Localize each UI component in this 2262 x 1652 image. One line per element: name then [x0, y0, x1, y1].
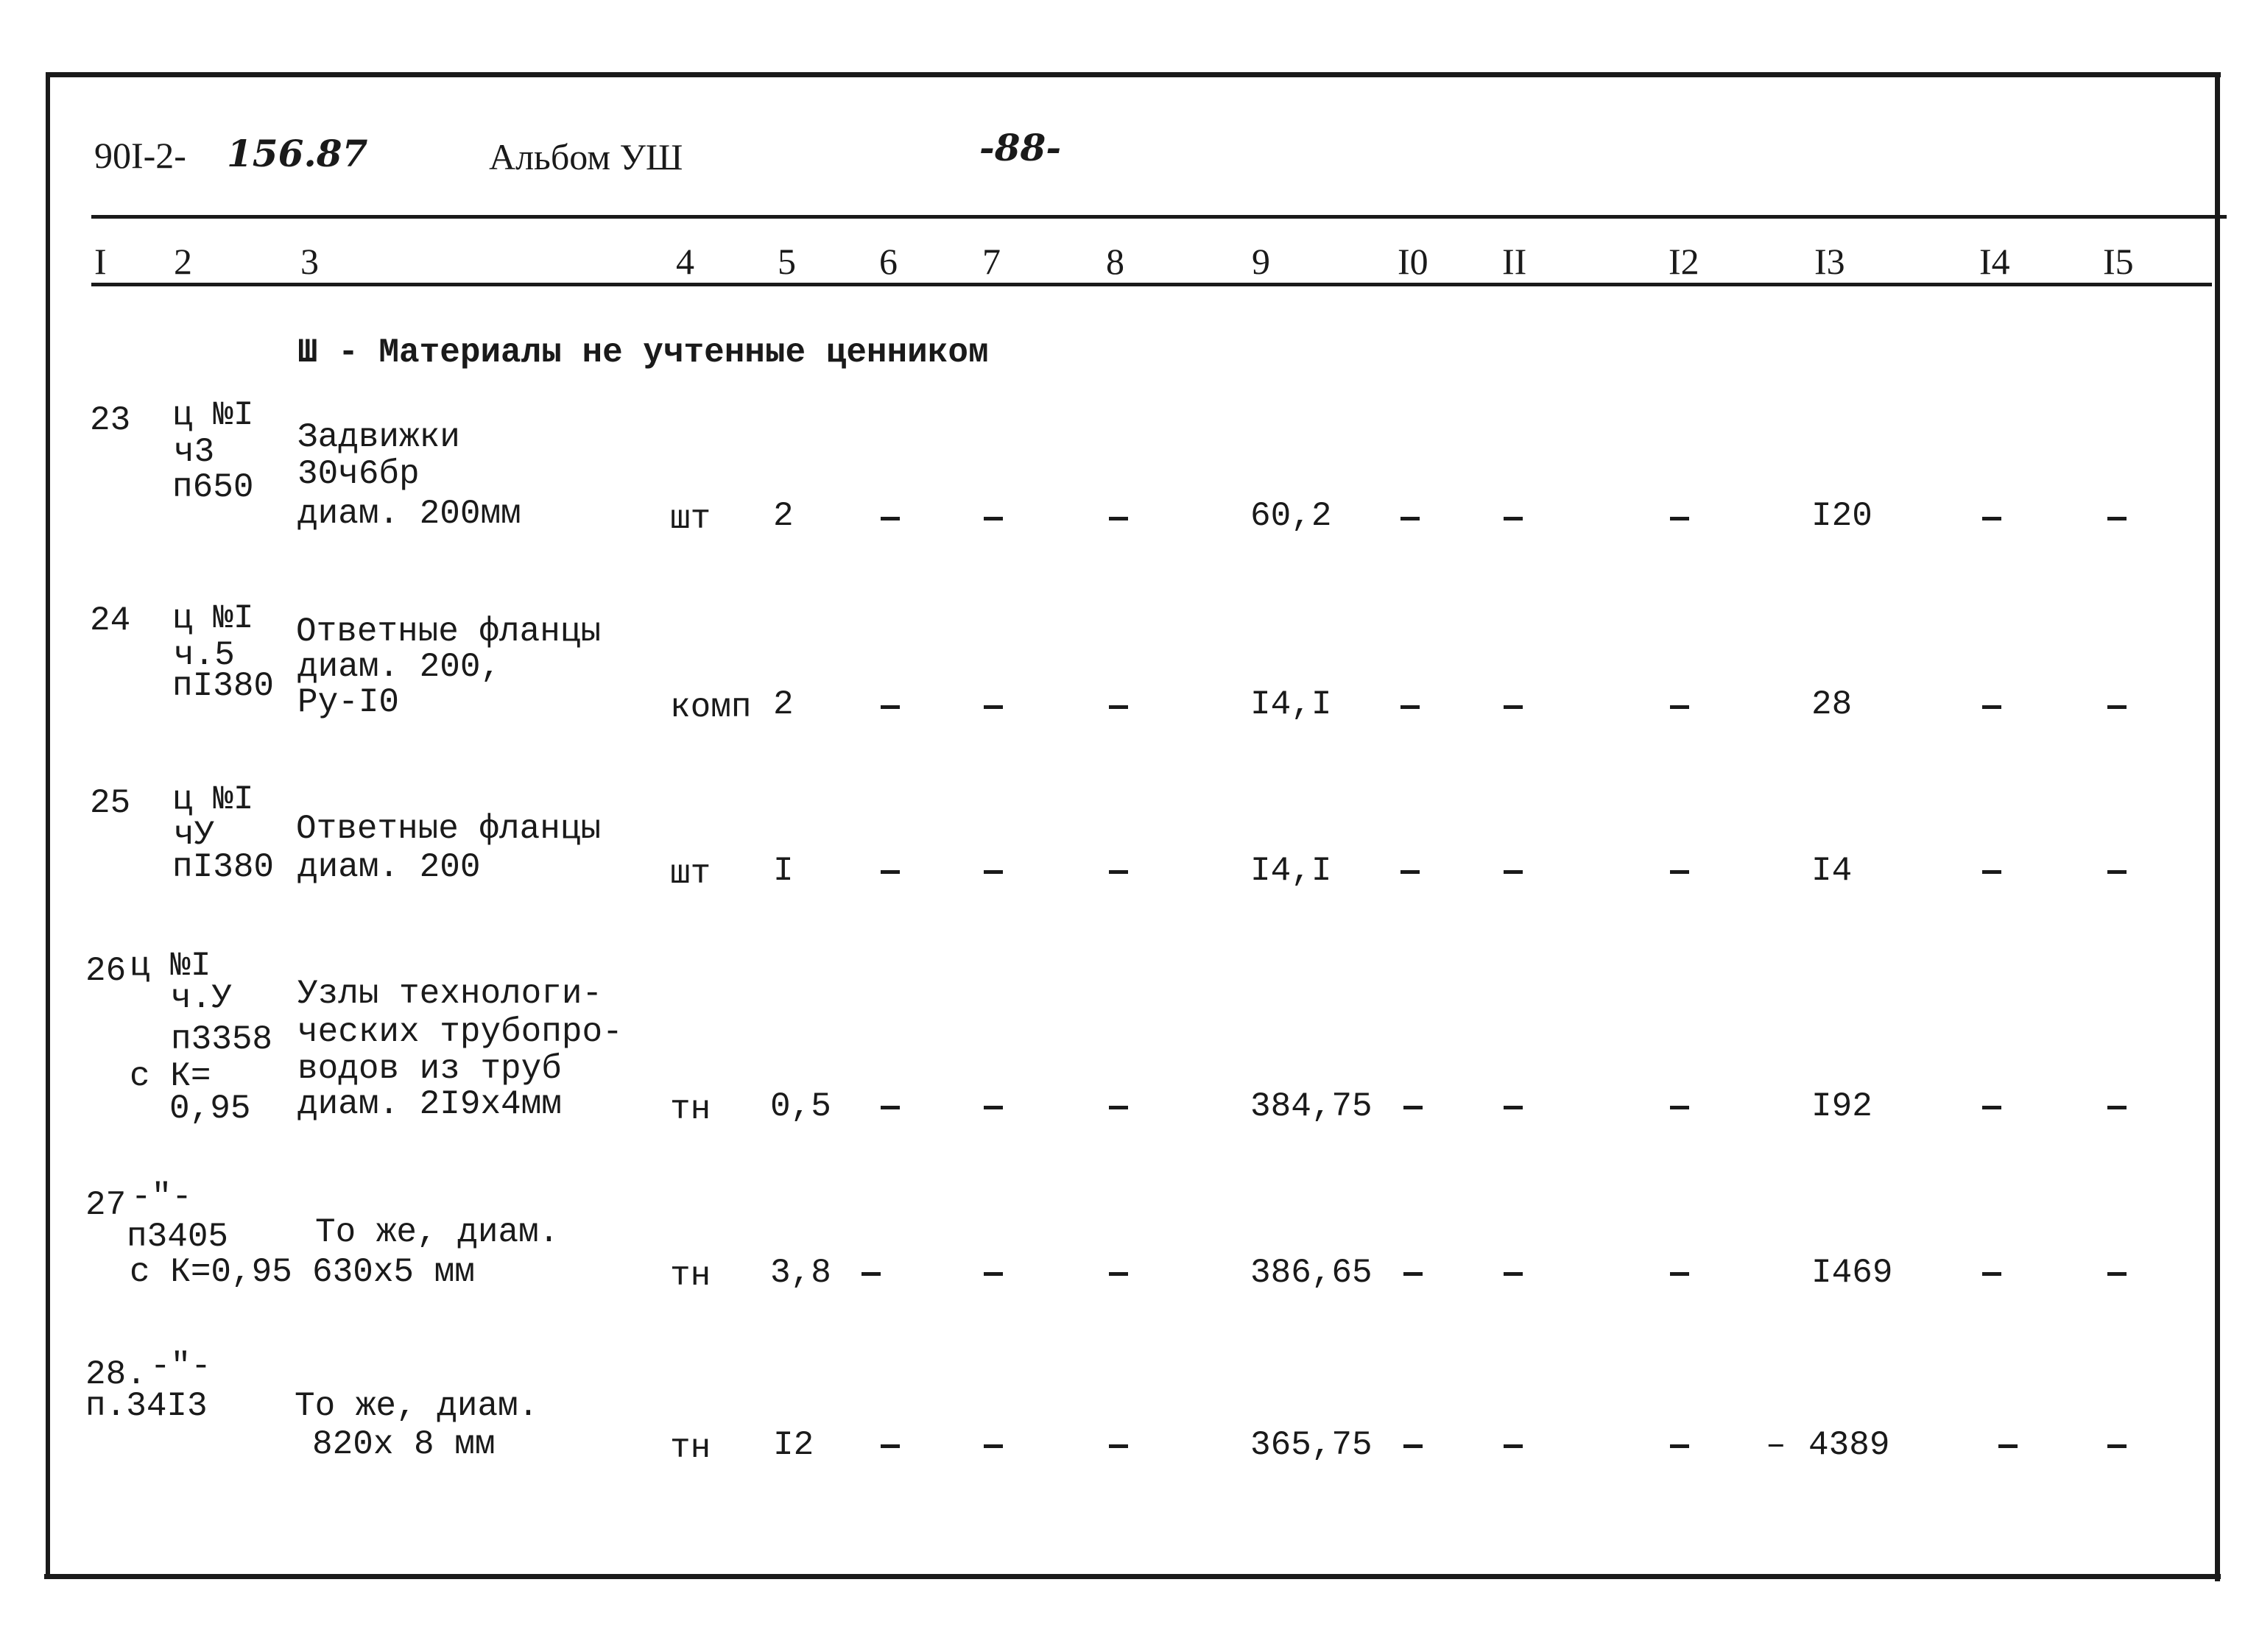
row-description: диам. 200мм — [297, 495, 521, 533]
column-number-7: 7 — [982, 241, 1001, 282]
row-quantity: 0,5 — [770, 1087, 831, 1126]
empty-dash — [1504, 1272, 1523, 1276]
empty-dash — [1998, 1444, 2018, 1448]
row-description: Ру-I0 — [297, 683, 400, 721]
row-description: Узлы технологи- — [297, 975, 603, 1013]
row-description: То же, диам. — [295, 1387, 539, 1425]
row-reference: ч.5 — [174, 636, 235, 674]
row-number: 27 — [85, 1186, 127, 1224]
row-reference: ц №I — [130, 947, 211, 985]
row-number: 24 — [90, 601, 131, 640]
row-description: Ответные фланцы — [296, 613, 602, 651]
empty-dash — [1109, 705, 1128, 709]
empty-dash — [2107, 1106, 2127, 1109]
document-code-suffix: 156.87 — [227, 132, 368, 175]
empty-dash — [984, 1444, 1003, 1448]
row-quantity: I2 — [773, 1426, 814, 1464]
row-quantity: 2 — [773, 497, 794, 535]
row-number: 28. — [85, 1355, 147, 1394]
row-description: То же, диам. — [315, 1213, 560, 1252]
frame-top-border — [49, 72, 2221, 77]
row-reference: -"- — [150, 1347, 211, 1386]
row-price: I4,I — [1250, 852, 1332, 890]
document-code-prefix: 90I-2- — [94, 135, 186, 176]
row-description: Задвижки — [297, 418, 460, 456]
row-number: 23 — [90, 401, 131, 440]
empty-dash — [1504, 870, 1523, 874]
row-description: водов из труб — [297, 1050, 562, 1088]
column-number-5: 5 — [778, 241, 796, 282]
header-rule — [91, 215, 2227, 219]
row-unit: шт — [670, 500, 711, 538]
empty-dash — [1109, 1106, 1128, 1109]
row-reference: с К= — [130, 1057, 211, 1095]
row-total: I469 — [1811, 1254, 1893, 1292]
row-reference: ч.У — [171, 979, 232, 1017]
empty-dash — [1109, 517, 1128, 520]
row-number: 26 — [85, 952, 127, 990]
empty-dash — [2107, 1444, 2127, 1448]
row-total: I4 — [1811, 852, 1853, 890]
row-price: 365,75 — [1250, 1426, 1373, 1464]
row-dash-mark: – — [1766, 1426, 1786, 1464]
row-description: диам. 200 — [297, 848, 481, 886]
column-number-11: II — [1502, 241, 1527, 282]
empty-dash — [1670, 705, 1689, 709]
row-description: Ответные фланцы — [296, 810, 602, 848]
frame-left-border — [46, 72, 50, 1578]
empty-dash — [1403, 1444, 1423, 1448]
row-description: 820x 8 мм — [312, 1425, 496, 1464]
empty-dash — [984, 1106, 1003, 1109]
empty-dash — [1109, 870, 1128, 874]
row-reference: -"- — [131, 1178, 192, 1216]
empty-dash — [881, 870, 900, 874]
row-reference: пI380 — [172, 667, 275, 705]
row-unit: тн — [670, 1257, 711, 1295]
empty-dash — [1982, 1272, 2001, 1276]
column-number-12: I2 — [1669, 241, 1699, 282]
row-unit: тн — [670, 1429, 711, 1467]
row-reference: ц №I — [172, 780, 254, 819]
row-quantity: 2 — [773, 685, 794, 724]
frame-right-border — [2215, 72, 2220, 1581]
empty-dash — [1109, 1272, 1128, 1276]
row-reference: ч3 — [174, 433, 215, 471]
row-total: I20 — [1811, 497, 1872, 535]
empty-dash — [1982, 705, 2001, 709]
album-label: Альбом УШ — [489, 136, 683, 177]
empty-dash — [1670, 517, 1689, 520]
row-unit: тн — [670, 1090, 711, 1129]
empty-dash — [1400, 517, 1420, 520]
empty-dash — [1400, 870, 1420, 874]
column-number-14: I4 — [1979, 241, 2010, 282]
empty-dash — [2107, 517, 2127, 520]
row-description: диам. 2I9x4мм — [297, 1085, 562, 1123]
empty-dash — [1403, 1106, 1423, 1109]
row-reference: п650 — [172, 468, 254, 506]
row-reference: ц №I — [172, 599, 254, 638]
row-reference: пI380 — [172, 848, 275, 886]
row-description: 30ч6бр — [297, 455, 420, 493]
column-number-13: I3 — [1814, 241, 1845, 282]
row-price: 384,75 — [1250, 1087, 1373, 1126]
empty-dash — [984, 705, 1003, 709]
row-reference: с К=0,95 — [130, 1253, 292, 1291]
empty-dash — [1982, 517, 2001, 520]
empty-dash — [2107, 1272, 2127, 1276]
empty-dash — [1504, 517, 1523, 520]
empty-dash — [1109, 1444, 1128, 1448]
empty-dash — [1670, 1106, 1689, 1109]
column-number-3: 3 — [300, 241, 319, 282]
row-total: 4389 — [1808, 1426, 1890, 1464]
empty-dash — [984, 870, 1003, 874]
row-reference: п3358 — [171, 1020, 273, 1059]
empty-dash — [1504, 1106, 1523, 1109]
row-quantity: I — [773, 852, 794, 890]
row-price: 386,65 — [1250, 1254, 1373, 1292]
empty-dash — [984, 1272, 1003, 1276]
empty-dash — [2107, 870, 2127, 874]
row-description: ческих трубопро- — [297, 1013, 623, 1051]
empty-dash — [1400, 705, 1420, 709]
row-quantity: 3,8 — [770, 1254, 831, 1292]
empty-dash — [1982, 1106, 2001, 1109]
column-number-2: 2 — [174, 241, 192, 282]
section-title: Ш - Материалы не учтенные ценником — [297, 333, 989, 372]
column-number-9: 9 — [1252, 241, 1270, 282]
column-number-10: I0 — [1398, 241, 1428, 282]
row-price: 60,2 — [1250, 497, 1332, 535]
column-number-6: 6 — [879, 241, 898, 282]
empty-dash — [1982, 870, 2001, 874]
page-number: -88- — [979, 126, 1062, 169]
empty-dash — [881, 1444, 900, 1448]
row-reference: чУ — [174, 816, 215, 854]
empty-dash — [1504, 705, 1523, 709]
row-total: 28 — [1811, 685, 1853, 724]
row-reference: п3405 — [127, 1218, 229, 1256]
row-reference: п.34I3 — [85, 1387, 208, 1425]
row-number: 25 — [90, 784, 131, 822]
row-unit: шт — [670, 855, 711, 893]
column-header-rule — [91, 283, 2212, 286]
empty-dash — [984, 517, 1003, 520]
column-number-8: 8 — [1106, 241, 1124, 282]
column-number-1: I — [94, 241, 107, 282]
empty-dash — [881, 1106, 900, 1109]
empty-dash — [1403, 1272, 1423, 1276]
empty-dash — [881, 517, 900, 520]
empty-dash — [1670, 870, 1689, 874]
empty-dash — [862, 1272, 881, 1276]
row-total: I92 — [1811, 1087, 1872, 1126]
row-description: 630x5 мм — [312, 1253, 475, 1291]
empty-dash — [881, 705, 900, 709]
frame-bottom-border — [44, 1574, 2221, 1579]
row-unit: комп — [670, 688, 752, 727]
empty-dash — [2107, 705, 2127, 709]
empty-dash — [1670, 1444, 1689, 1448]
empty-dash — [1670, 1272, 1689, 1276]
row-reference: ц №I — [172, 396, 254, 434]
empty-dash — [1504, 1444, 1523, 1448]
column-number-4: 4 — [676, 241, 694, 282]
row-description: диам. 200, — [297, 648, 501, 686]
row-reference: 0,95 — [169, 1090, 251, 1128]
column-number-15: I5 — [2103, 241, 2134, 282]
row-price: I4,I — [1250, 685, 1332, 724]
